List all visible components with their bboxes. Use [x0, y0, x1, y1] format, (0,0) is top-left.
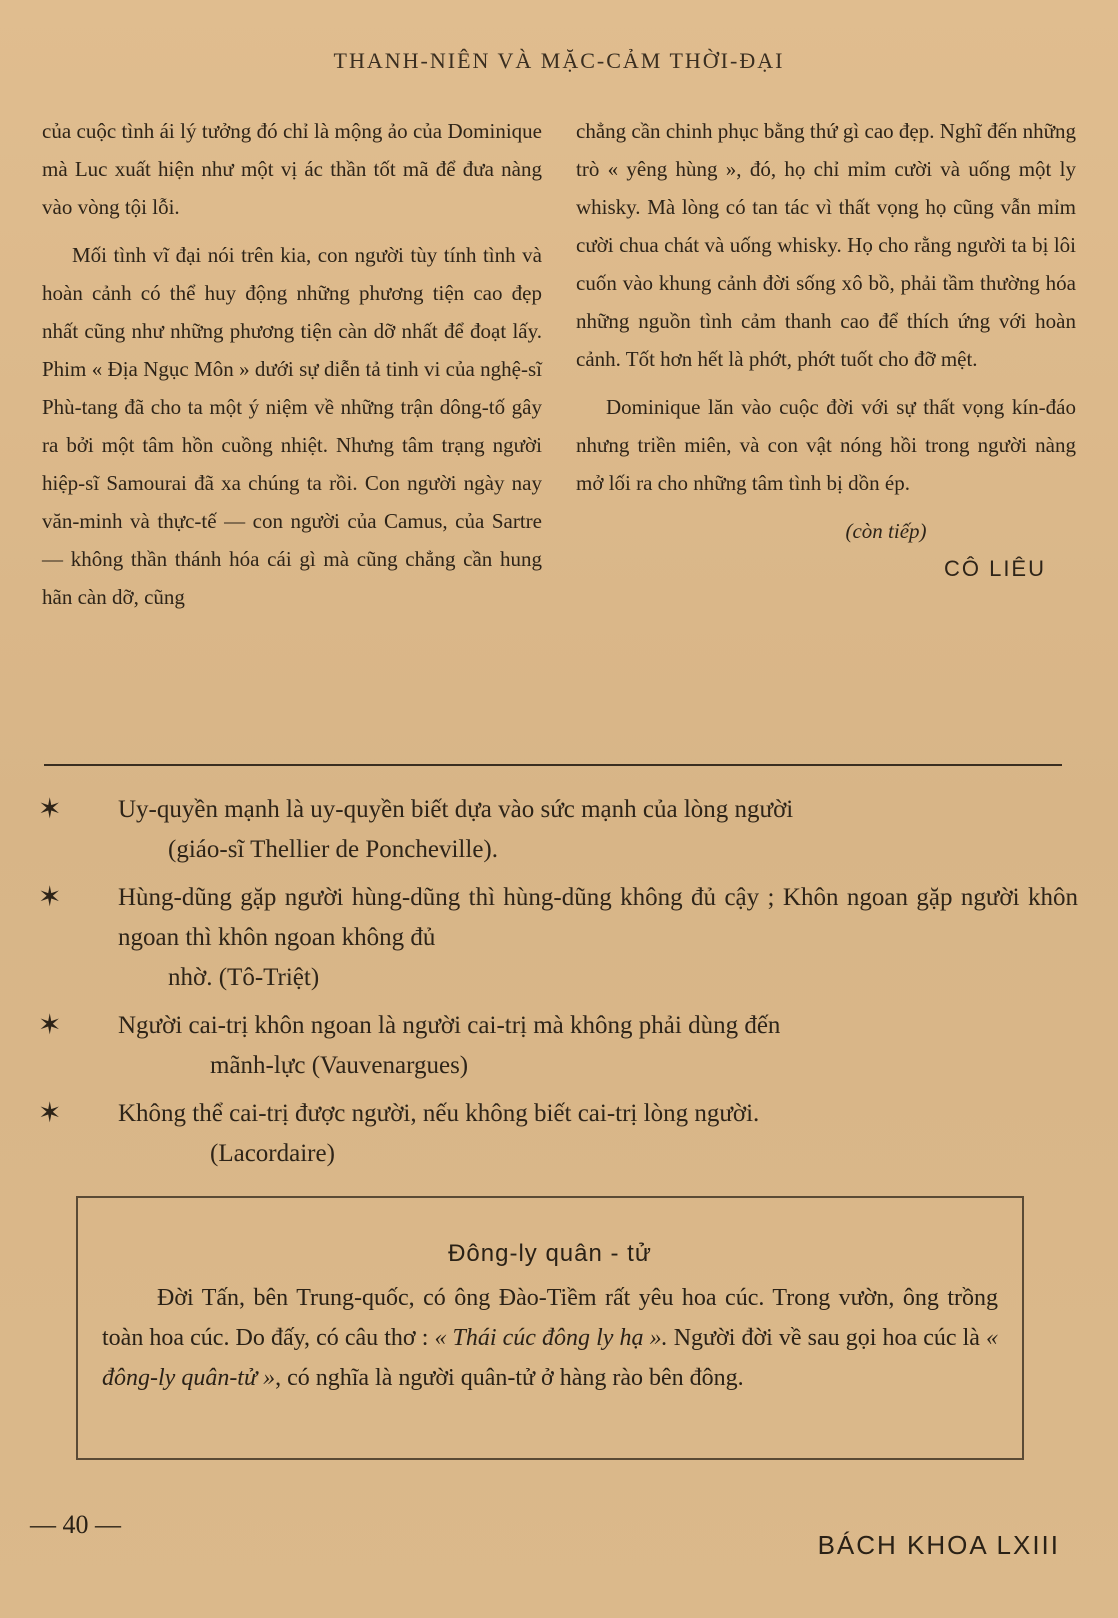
right-column [576, 112, 1076, 588]
box-text-part: Người đời về sau gọi hoa cúc là [667, 1325, 987, 1351]
journal-name: BÁCH KHOA LXIII [817, 1530, 1060, 1560]
anecdote-box [76, 1196, 1024, 1460]
box-poem: « Thái cúc đông ly hạ ». [434, 1325, 668, 1351]
quote-source: mãnh-lực (Vauvenargues) [210, 1052, 469, 1079]
quote-source: (Lacordaire) [210, 1140, 335, 1167]
running-title: THANH-NIÊN VÀ MẶC-CẢM THỜI-ĐẠI [333, 48, 785, 73]
box-text-part: , có nghĩa là người quân-tử ở hàng rào bên đông. [275, 1365, 744, 1391]
box-title: Đông-ly quân - tử [448, 1240, 652, 1267]
article-author: CÔ LIÊU [943, 556, 1046, 581]
continued-note: (còn tiếp) [845, 519, 927, 543]
quote-text: Uy-quyền mạnh là uy-quyền biết dựa vào sức mạnh của lòng người [118, 796, 794, 823]
quote-text: Không thể cai-trị được người, nếu không biết cai-trị lòng người. [118, 1100, 760, 1127]
quote-text: Hùng-dũng gặp người hùng-dũng thì hùng-dũng không đủ cậy ; Khôn ngoan gặp người khôn ngoan thì khôn ngoan không đủ [118, 884, 1078, 951]
quote-source: (giáo-sĩ Thellier de Poncheville). [168, 836, 498, 863]
right-paragraph-2: Dominique lăn vào cuộc đời với sự thất vọng kín-đáo nhưng triền miên, và con vật nóng hồi trong người nàng mở lối ra cho những tâm tình bị dồn ép. [576, 395, 1076, 495]
left-column [42, 112, 542, 626]
page-number: — 40 — [30, 1510, 121, 1539]
box-term: « đông-ly quân-tử » [102, 1325, 999, 1391]
left-paragraph-1: của cuộc tình ái lý tưởng đó chỉ là mộng ảo của Dominique mà Luc xuất hiện như một vị ác thần tốt mã để đưa nàng vào vòng tội lỗi. [42, 119, 542, 219]
star-icon: ✶ [38, 1010, 62, 1041]
quote-item [38, 1006, 1078, 1086]
right-paragraph-1: chẳng cần chinh phục bằng thứ gì cao đẹp. Nghĩ đến những trò « yêng hùng », đó, họ chỉ mỉm cười và uống một ly whisky. Mà lòng có tan tác vì thất vọng họ cũng vẫn mỉm cười chua chát và uống whisky. Họ cho rằng người ta bị lôi cuốn vào khung cảnh đời sống xô bồ, phải tầm thường hóa những nguồn tình cảm thanh cao để thích ứng với hoàn cảnh. Tốt hơn hết là phớt, phớt tuốt cho đỡ mệt. [576, 119, 1076, 371]
star-icon: ✶ [38, 882, 62, 913]
star-icon: ✶ [38, 1098, 62, 1129]
quote-item [38, 790, 1078, 870]
star-icon: ✶ [38, 794, 62, 825]
quote-source: nhờ. (Tô-Triệt) [168, 964, 320, 991]
quote-item [38, 878, 1078, 998]
quotes-section [38, 790, 1078, 1182]
box-text [78, 1278, 1022, 1398]
quote-item [38, 1094, 1078, 1174]
box-text-part: Đời Tấn, bên Trung-quốc, có ông Đào-Tiềm rất yêu hoa cúc. Trong vườn, ông trồng toàn hoa cúc. Do đấy, có câu thơ : [102, 1285, 998, 1351]
left-paragraph-2: Mối tình vĩ đại nói trên kia, con người tùy tính tình và hoàn cảnh có thể huy động những phương tiện cao đẹp nhất cũng như những phương tiện càn dỡ nhất để đoạt lấy. Phim « Địa Ngục Môn » dưới sự diễn tả tinh vi của nghệ-sĩ Phù-tang đã cho ta một ý niệm về những trận dông-tố gây ra bởi một tâm hồn cuồng nhiệt. Nhưng tâm trạng người hiệp-sĩ Samourai đã xa chúng ta rồi. Con người ngày nay văn-minh và thực-tế — con người của Camus, của Sartre — không thần thánh hóa cái gì mà cũng chẳng cần hung hãn càn dỡ, cũng [42, 243, 542, 609]
quote-text: Người cai-trị khôn ngoan là người cai-trị mà không phải dùng đến [118, 1012, 781, 1039]
section-divider [44, 764, 1062, 766]
